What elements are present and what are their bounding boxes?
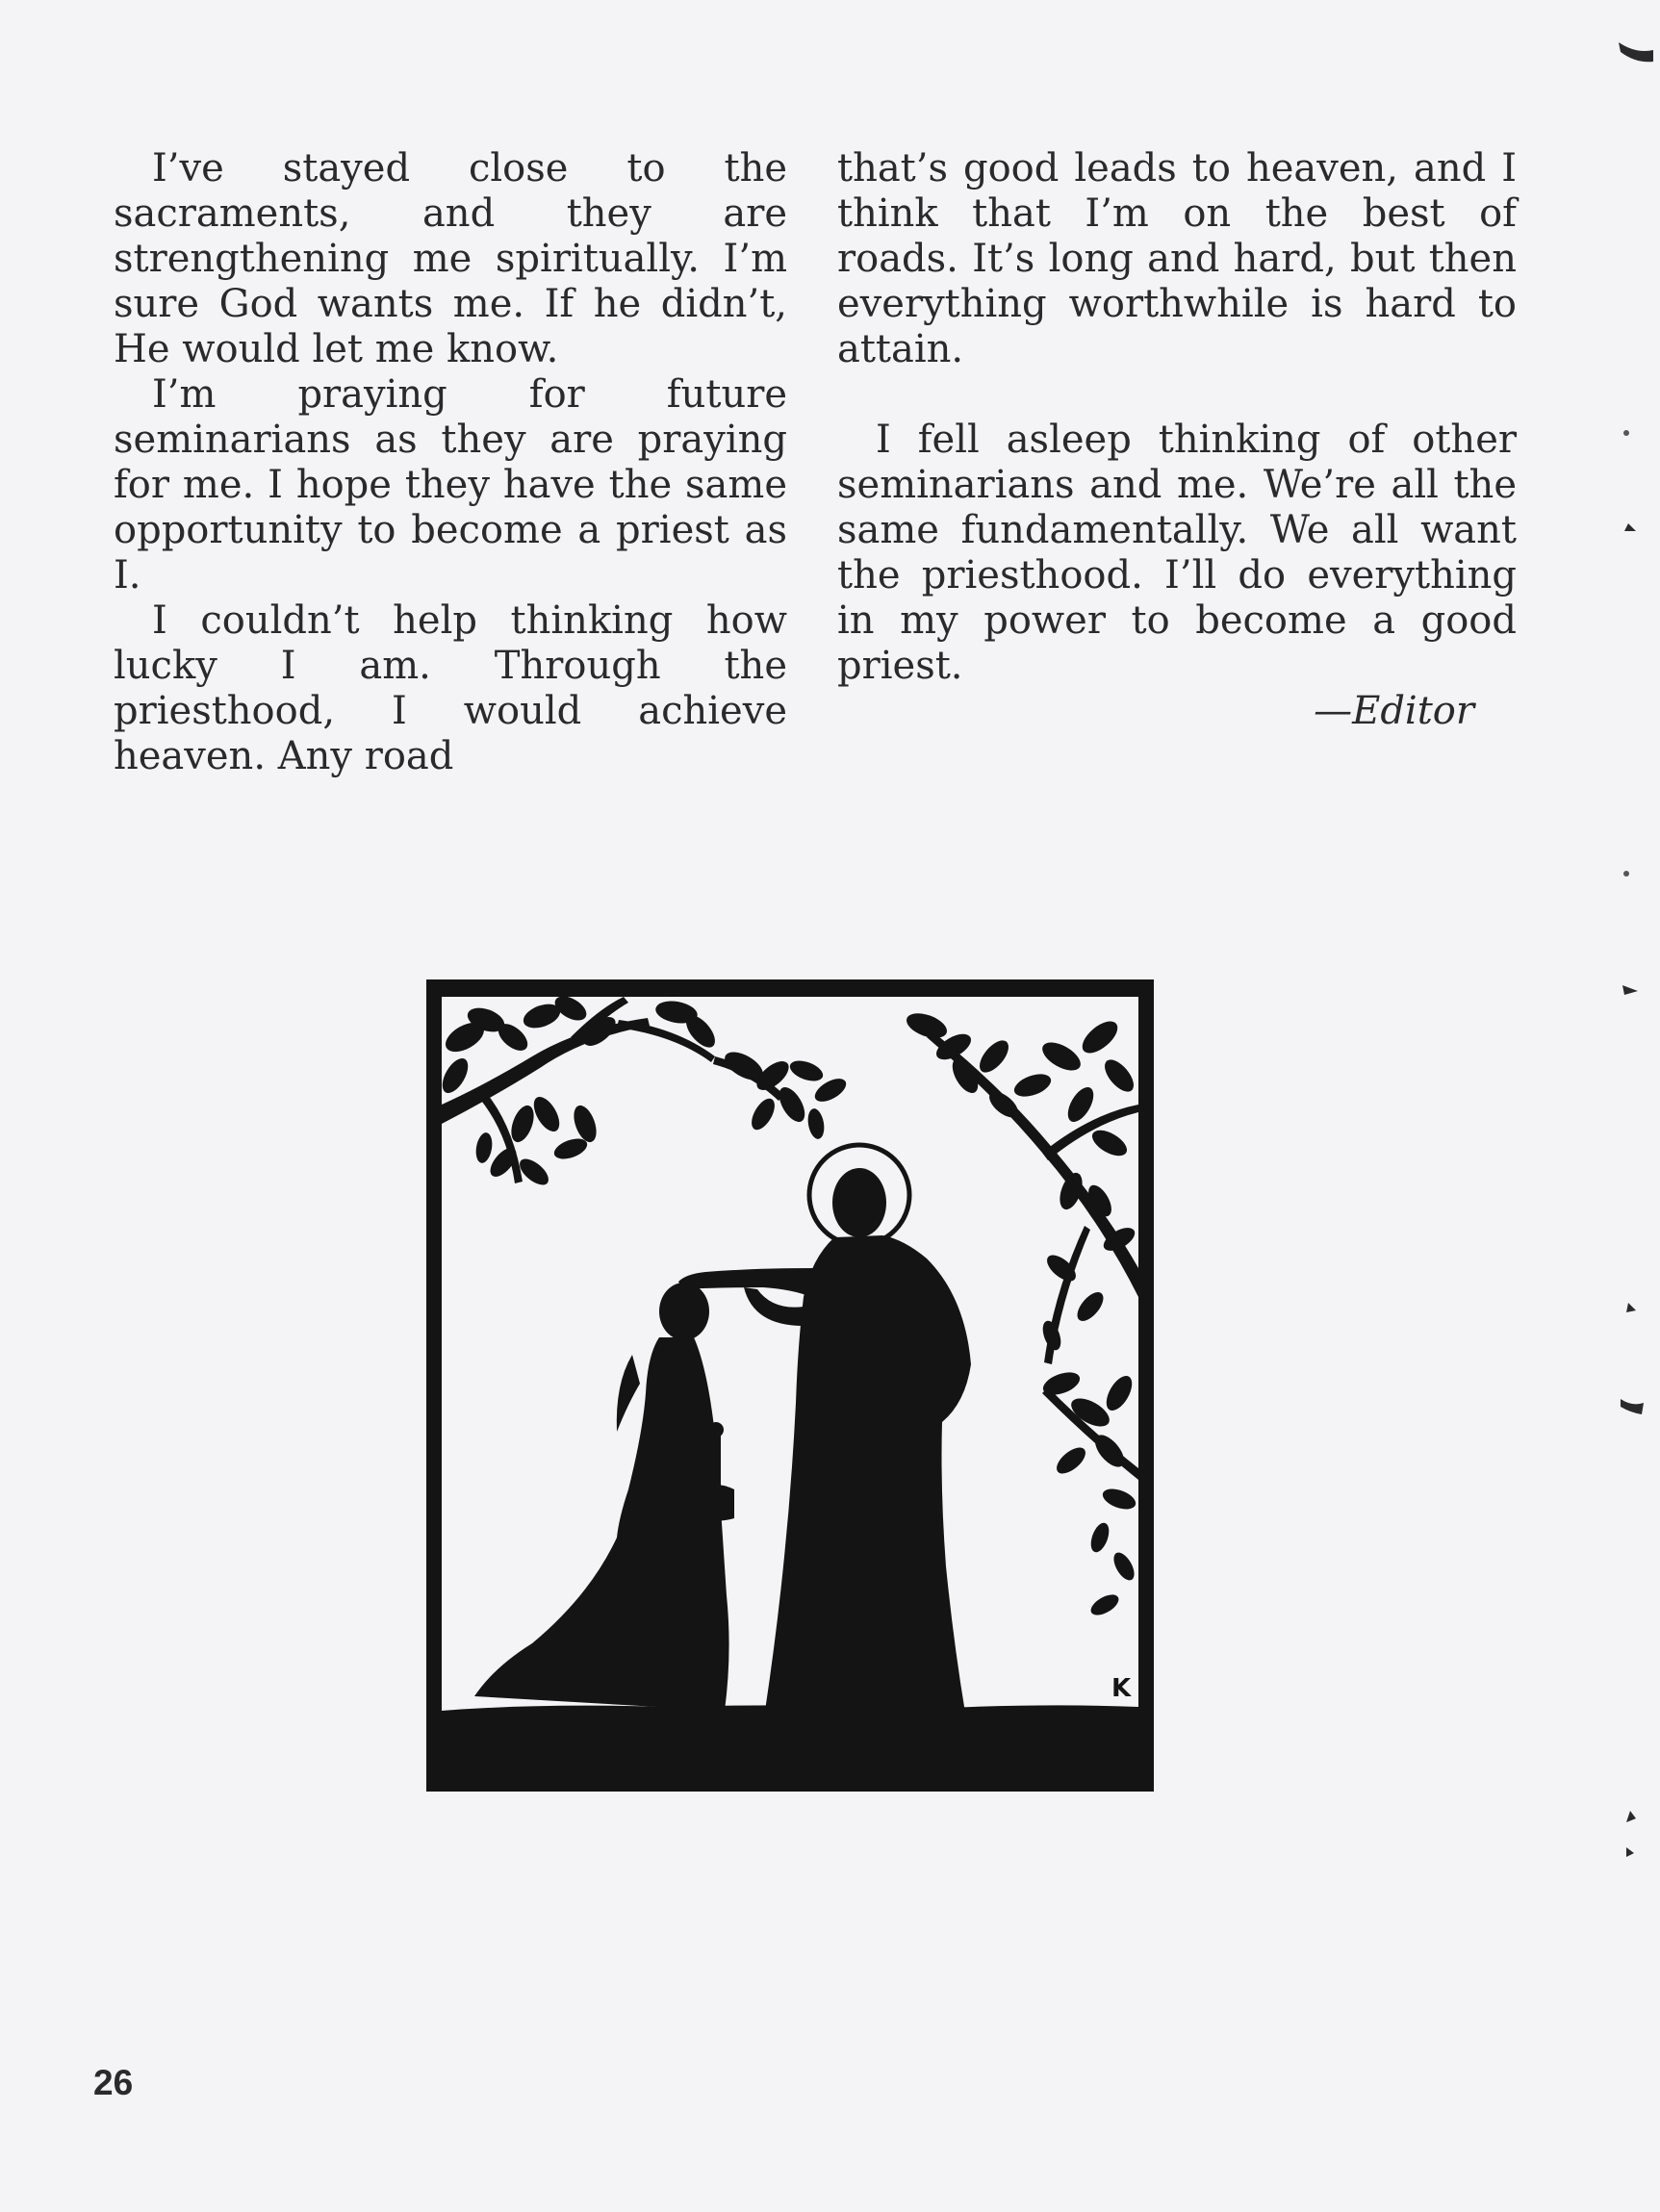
ground-silhouette xyxy=(442,1705,1138,1792)
silhouette-illustration xyxy=(426,979,1154,1792)
paragraph-sacraments: I’ve stayed close to the sacraments, and they are strengthening me spiritually. I’m sure God wants me. If he didn’t, He would let me know. xyxy=(114,146,787,371)
paragraph-fell-asleep: I fell asleep thinking of other seminarians and me. We’re all the same fundamentally. We all want the priesthood. I’ll do everything in my power to become a good priest. xyxy=(837,418,1517,688)
editor-signature: —Editor xyxy=(1314,689,1474,733)
paragraph-praying: I’m praying for future seminarians as they are praying for me. I hope they have the same opportunity to become a priest as I. xyxy=(114,372,787,597)
artist-monogram: K xyxy=(1111,1674,1132,1703)
page-number: 26 xyxy=(93,2063,134,2102)
binding-holes-decoration xyxy=(1597,0,1660,2212)
left-text-column xyxy=(114,146,787,779)
right-text-column xyxy=(837,146,1517,734)
paragraph-road-continued: that’s good leads to heaven, and I think that I’m on the best of roads. It’s long and hard, but then everything worthwhile is hard to attain. xyxy=(837,146,1517,371)
paragraph-lucky: I couldn’t help thinking how lucky I am. Through the priesthood, I would achieve heaven. Any road xyxy=(114,598,787,778)
